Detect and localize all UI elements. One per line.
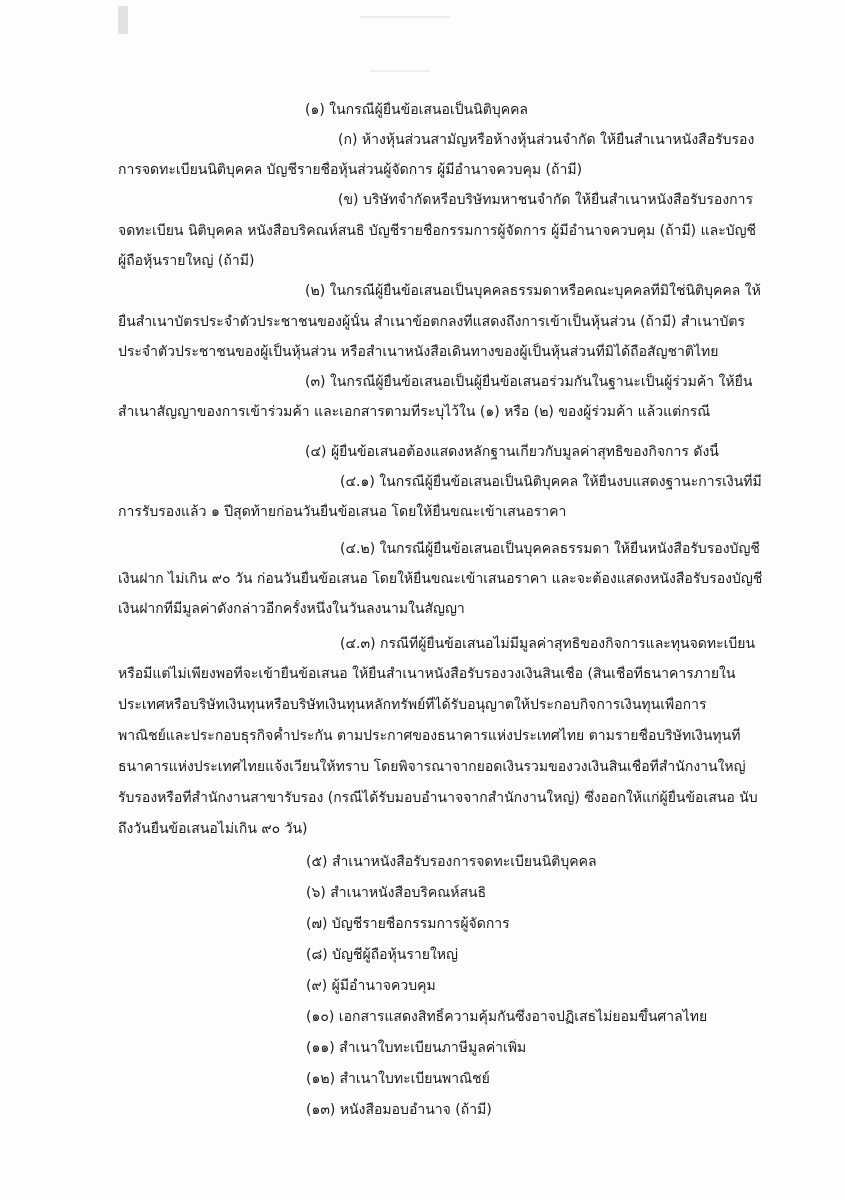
- text-line: เงินฝากที่มีมูลค่าดังกล่าวอีกครั้งหนึ่งในวันลงนามในสัญญา: [118, 601, 465, 617]
- text-line: ธนาคารแห่งประเทศไทยแจ้งเวียนให้ทราบ โดยพิจารณาจากยอดเงินรวมของวงเงินสินเชื่อที่สำนักงานใหญ่: [118, 759, 746, 775]
- list-item: (๘) บัญชีผู้ถือหุ้นรายใหญ่: [306, 947, 458, 963]
- list-item: (๕) สำเนาหนังสือรับรองการจดทะเบียนนิติบุคคล: [306, 854, 597, 870]
- text-line: สำเนาสัญญาของการเข้าร่วมค้า และเอกสารตามที่ระบุไว้ใน (๑) หรือ (๒) ของผู้ร่วมค้า แล้วแต่กรณี: [118, 404, 711, 420]
- list-item: (๑๐) เอกสารแสดงสิทธิ์ความคุ้มกันซึ่งอาจปฏิเสธไม่ยอมขึ้นศาลไทย: [306, 1009, 708, 1025]
- text-line: การรับรองแล้ว ๑ ปีสุดท้ายก่อนวันยื่นข้อเสนอ โดยให้ยื่นขณะเข้าเสนอราคา: [118, 504, 567, 520]
- scan-artifact: [370, 70, 430, 72]
- text-line: (ข) บริษัทจำกัดหรือบริษัทมหาชนจำกัด ให้ยื่นสำเนาหนังสือรับรองการ: [338, 192, 754, 208]
- text-line: หรือมีแต่ไม่เพียงพอที่จะเข้ายื่นข้อเสนอ ให้ยื่นสำเนาหนังสือรับรองวงเงินสินเชื่อ (สินเชื่อที่ธนาคารภายใน: [118, 666, 736, 682]
- text-line: ประเทศหรือบริษัทเงินทุนหรือบริษัทเงินทุนหลักทรัพย์ที่ได้รับอนุญาตให้ประกอบกิจการเงินทุนเพื่อการ: [118, 697, 707, 713]
- scan-artifact: [360, 16, 450, 18]
- text-line: ยื่นสำเนาบัตรประจำตัวประชาชนของผู้นั้น สำเนาข้อตกลงที่แสดงถึงการเข้าเป็นหุ้นส่วน (ถ้ามี) สำเนาบัตร: [118, 314, 746, 330]
- list-item: (๙) ผู้มีอำนาจควบคุม: [306, 978, 436, 994]
- text-line: พาณิชย์และประกอบธุรกิจค้ำประกัน ตามประกาศของธนาคารแห่งประเทศไทย ตามรายชื่อบริษัทเงินทุนที่: [118, 728, 741, 744]
- list-item: (๑๒) สำเนาใบทะเบียนพาณิชย์: [306, 1071, 490, 1087]
- text-line: (๓) ในกรณีผู้ยื่นข้อเสนอเป็นผู้ยื่นข้อเสนอร่วมกันในฐานะเป็นผู้ร่วมค้า ให้ยื่น: [305, 374, 753, 390]
- text-line: (๒) ในกรณีผู้ยื่นข้อเสนอเป็นบุคคลธรรมดาหรือคณะบุคคลที่มิใช่นิติบุคคล ให้: [305, 283, 761, 299]
- text-line: (ก) ห้างหุ้นส่วนสามัญหรือห้างหุ้นส่วนจำกัด ให้ยื่นสำเนาหนังสือรับรอง: [338, 132, 755, 148]
- text-line: การจดทะเบียนนิติบุคคล บัญชีรายชื่อหุ้นส่วนผู้จัดการ ผู้มีอำนาจควบคุม (ถ้ามี): [118, 162, 583, 178]
- text-line: จดทะเบียน นิติบุคคล หนังสือบริคณห์สนธิ บัญชีรายชื่อกรรมการผู้จัดการ ผู้มีอำนาจควบคุม (ถ้ามี) และบัญชี: [118, 223, 757, 239]
- list-item: (๑๑) สำเนาใบทะเบียนภาษีมูลค่าเพิ่ม: [306, 1040, 527, 1056]
- text-line: ถึงวันยื่นข้อเสนอไม่เกิน ๙๐ วัน): [118, 821, 308, 837]
- list-item: (๑๓) หนังสือมอบอำนาจ (ถ้ามี): [306, 1102, 492, 1118]
- list-item: (๖) สำเนาหนังสือบริคณห์สนธิ: [306, 885, 487, 901]
- text-line: ประจำตัวประชาชนของผู้เป็นหุ้นส่วน หรือสำเนาหนังสือเดินทางของผู้เป็นหุ้นส่วนที่มิได้ถือสัญชาติไทย: [118, 344, 719, 360]
- text-line: (๑) ในกรณีผู้ยื่นข้อเสนอเป็นนิติบุคคล: [305, 102, 529, 118]
- scan-artifact: [118, 6, 128, 34]
- text-line: (๔.๓) กรณีที่ผู้ยื่นข้อเสนอไม่มีมูลค่าสุทธิของกิจการและทุนจดทะเบียน: [340, 636, 756, 652]
- text-line: (๔.๑) ในกรณีผู้ยื่นข้อเสนอเป็นนิติบุคคล ให้ยื่นงบแสดงฐานะการเงินที่มี: [340, 474, 762, 490]
- text-line: รับรองหรือที่สำนักงานสาขารับรอง (กรณีได้รับมอบอำนาจจากสำนักงานใหญ่) ซึ่งออกให้แก่ผู้ยื่นข้อเสนอ นับ: [118, 790, 758, 806]
- text-line: (๔) ผู้ยื่นข้อเสนอต้องแสดงหลักฐานเกี่ยวกับมูลค่าสุทธิของกิจการ ดังนี้: [305, 444, 719, 460]
- list-item: (๗) บัญชีรายชื่อกรรมการผู้จัดการ: [306, 916, 510, 932]
- text-line: (๔.๒) ในกรณีผู้ยื่นข้อเสนอเป็นบุคคลธรรมดา ให้ยื่นหนังสือรับรองบัญชี: [340, 541, 760, 557]
- text-line: ผู้ถือหุ้นรายใหญ่ (ถ้ามี): [118, 253, 255, 269]
- text-line: เงินฝาก ไม่เกิน ๙๐ วัน ก่อนวันยื่นข้อเสนอ โดยให้ยื่นขณะเข้าเสนอราคา และจะต้องแสดงหนังสือรับรองบัญชี: [118, 571, 763, 587]
